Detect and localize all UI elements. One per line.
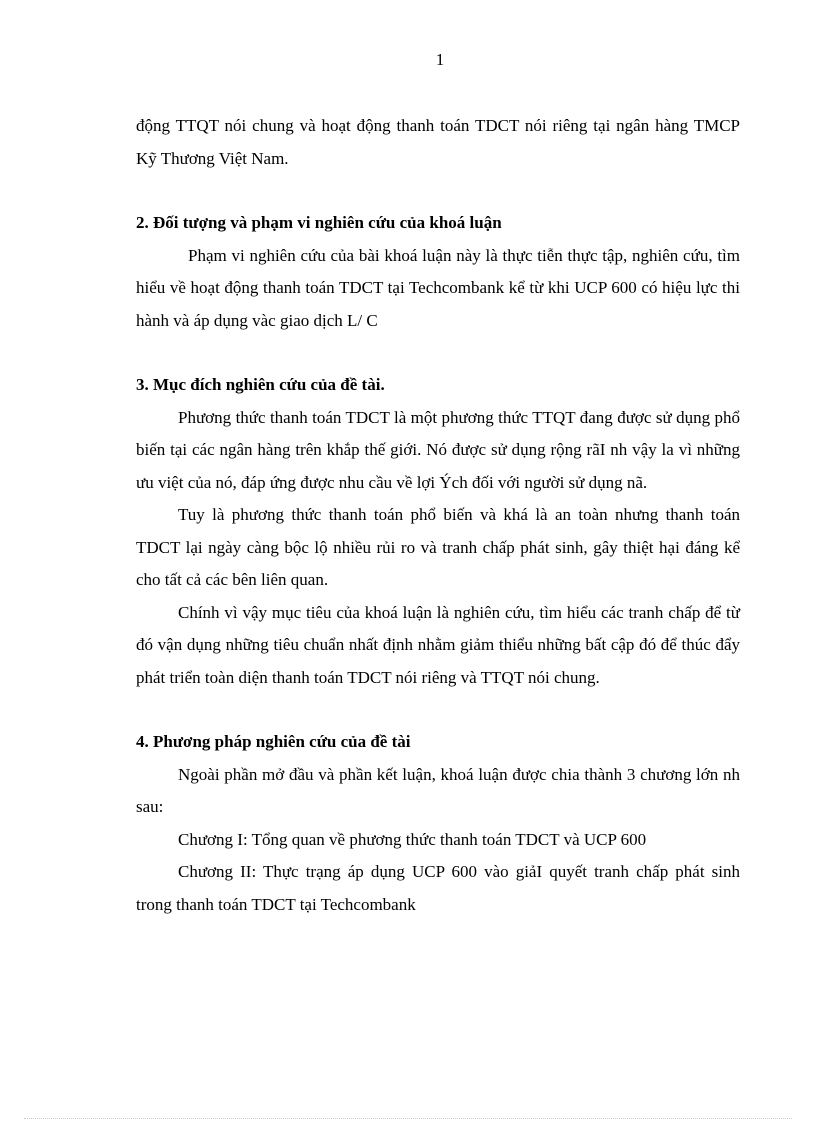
section-4	[136, 726, 740, 921]
chapter-1-line: Chương I: Tổng quan về phương thức thanh toán TDCT và UCP 600	[178, 829, 647, 849]
section-2	[136, 207, 740, 337]
section-4-paragraph-1: Ngoài phần mở đầu và phần kết luận, khoá luận được chia thành 3 chương lớn nh sau:	[136, 764, 740, 816]
section-4-heading: 4. Phương pháp nghiên cứu của đề tài	[136, 732, 411, 751]
section-2-paragraph: Phạm vi nghiên cứu của bài khoá luận này là thực tiễn thực tập, nghiên cứu, tìm hiểu về hoạt động thanh toán TDCT tại Techcombank kể từ khi UCP 600 có hiệu lực thi hành và áp dụng vàc giao dịch L/ C	[136, 245, 740, 330]
section-3-paragraph-3: Chính vì vậy mục tiêu của khoá luận là nghiên cứu, tìm hiểu các tranh chấp để từ đó vận dụng những tiêu chuẩn nhất định nhằm giảm thiểu những bất cập đó để thúc đẩy phát triển toàn diện thanh toán TDCT nói riêng và TTQT nói chung.	[136, 602, 740, 687]
section-3-heading: 3. Mục đích nghiên cứu của đề tài.	[136, 375, 385, 394]
section-3	[136, 369, 740, 694]
section-3-paragraph-1: Phương thức thanh toán TDCT là một phương thức TTQT đang được sử dụng phổ biến tại các ngân hàng trên khắp thế giới. Nó được sử dụng rộng rãI nh vậy la vì những ưu việt của nó, đáp ứng được nhu cầu về lợi Ých đối với người sử dụng nã.	[136, 407, 740, 492]
section-3-paragraph-2: Tuy là phương thức thanh toán phổ biến và khá là an toàn nhưng thanh toán TDCT lại ngày càng bộc lộ nhiều rủi ro và tranh chấp phát sinh, gây thiệt hại đáng kể cho tất cả các bên liên quan.	[136, 505, 740, 589]
intro-paragraph: động TTQT nói chung và hoạt động thanh toán TDCT nói riêng tại ngân hàng TMCP Kỹ Thương Việt Nam.	[136, 116, 740, 168]
chapter-2-line: Chương II: Thực trạng áp dụng UCP 600 vào giảI quyết tranh chấp phát sinh trong thanh toán TDCT tại Techcombank	[136, 862, 740, 914]
page-number: 1	[435, 50, 445, 69]
page-bottom-rule	[24, 1118, 792, 1119]
section-2-heading: 2. Đối tượng và phạm vi nghiên cứu của khoá luận	[136, 213, 502, 232]
document-body	[136, 110, 740, 921]
